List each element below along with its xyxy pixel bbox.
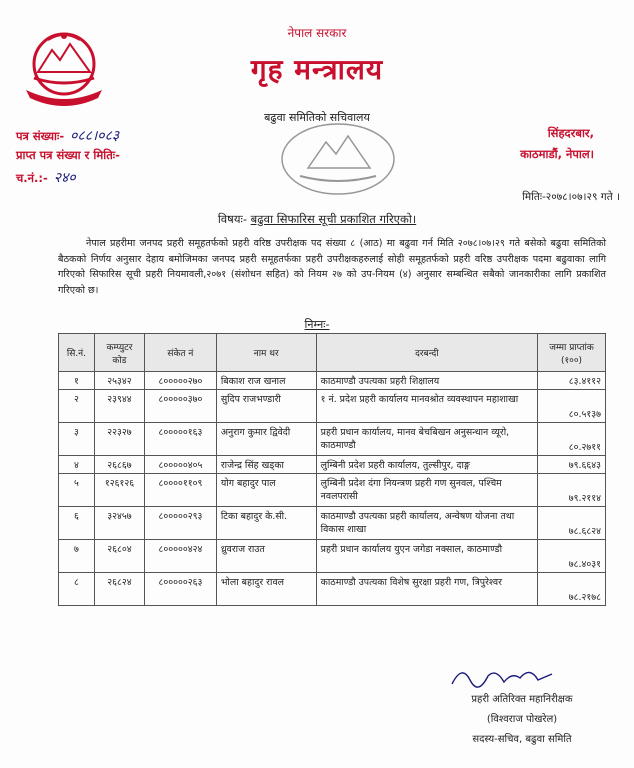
cell-sn: ३ xyxy=(59,423,95,456)
office-stamp xyxy=(278,120,398,198)
cell-sn: २ xyxy=(59,390,95,423)
address-line-1: सिंहदरबार, xyxy=(547,126,594,140)
cell-post: काठमाण्डौ उपत्यका प्रहरी शिक्षालय xyxy=(316,372,537,390)
table-row xyxy=(59,456,606,474)
dispatch-number-value: २४० xyxy=(53,170,76,186)
cell-marks: ८०.२७११ xyxy=(538,423,606,456)
subject-text: बढुवा सिफारिस सूची प्रकाशित गरिएको। xyxy=(250,212,417,226)
letter-number-value: ०८८।०८३ xyxy=(70,128,120,144)
cell-code: २५३४२ xyxy=(94,372,144,390)
signatory-designation: प्रहरी अतिरिक्त महानिरीक्षक xyxy=(471,694,573,705)
cell-post: १ नं. प्रदेश प्रहरी कार्यालय मानवश्रोत व्यवस्थापन महाशाखा xyxy=(316,390,537,423)
dispatch-number-label: च.नं.:- xyxy=(16,171,48,185)
recommendation-table xyxy=(58,333,606,606)
cell-symbol: ८०००००२७० xyxy=(144,372,216,390)
cell-sn: ४ xyxy=(59,456,95,474)
cell-code: २३९४४ xyxy=(94,390,144,423)
signatory-name: (विश्वराज पोखरेल) xyxy=(486,714,558,725)
cell-sn: ८ xyxy=(59,573,95,606)
cell-marks: ७९.२११४ xyxy=(538,474,606,507)
cell-code: २२३२७ xyxy=(94,423,144,456)
cell-code: १२६१२६ xyxy=(94,474,144,507)
government-name: नेपाल सरकार xyxy=(287,26,347,40)
address-line-2: काठमाडौं, नेपाल। xyxy=(520,147,594,161)
cell-name: अनुराग कुमार द्विवेदी xyxy=(216,423,316,456)
header-computer-code: कम्प्युटर कोड xyxy=(94,334,144,372)
cell-marks: ७८.६८२४ xyxy=(538,507,606,540)
cell-symbol: ८०००००४२४ xyxy=(144,540,216,573)
cell-name: सुदिप राजभण्डारी xyxy=(216,390,316,423)
cell-marks: ८०.५१३७ xyxy=(538,390,606,423)
cell-sn: १ xyxy=(59,372,95,390)
section-name: बढुवा समितिको सचिवालय xyxy=(264,111,370,124)
header-sn: सि.नं. xyxy=(59,334,95,372)
cell-marks: ७९.६६४३ xyxy=(538,456,606,474)
header-post: दरबन्दी xyxy=(316,334,537,372)
cell-sn: ७ xyxy=(59,540,95,573)
cell-marks: ७८.२१७८ xyxy=(538,573,606,606)
cell-code: २६८०४ xyxy=(94,540,144,573)
header-name: नाम थर xyxy=(216,334,316,372)
handwritten-signature xyxy=(448,660,558,690)
table-row xyxy=(59,507,606,540)
table-row xyxy=(59,390,606,423)
cell-name: योग बहादुर पाल xyxy=(216,474,316,507)
subject-label: विषयः- xyxy=(217,212,247,226)
cell-code: ३२४५७ xyxy=(94,507,144,540)
signatory-role: सदस्य-सचिव, बढुवा समिति xyxy=(472,734,572,745)
table-row xyxy=(59,573,606,606)
letter-date: मितिः-२०७८।०७।२९ गते । xyxy=(522,191,620,203)
cell-name: बिकाश राज खनाल xyxy=(216,372,316,390)
header-total-marks: जम्मा प्राप्तांक (१००) xyxy=(538,334,606,372)
cell-post: प्रहरी प्रधान कार्यालय युएन जगेडा नक्साल, काठमाण्डौ xyxy=(316,540,537,573)
header-symbol-no: संकेत नं xyxy=(144,334,216,372)
cell-post: लुम्बिनी प्रदेश दंगा नियन्त्रण प्रहरी गण सुनवल, पश्चिम नवलपरासी xyxy=(316,474,537,507)
cell-sn: ६ xyxy=(59,507,95,540)
dispatch-number-row xyxy=(16,168,76,187)
table-row xyxy=(59,474,606,507)
cell-symbol: ८०००००३७० xyxy=(144,390,216,423)
received-letter-row xyxy=(16,147,126,163)
cell-name: टिका बहादुर के.सी. xyxy=(216,507,316,540)
cell-name: राजेन्द्र सिंह खड्का xyxy=(216,456,316,474)
cell-marks: ८३.४११२ xyxy=(538,372,606,390)
cell-post: काठमाण्डौ उपत्यका विशेष सुरक्षा प्रहरी गण, त्रिपुरेश्वर xyxy=(316,573,537,606)
cell-symbol: ८०००००१६३ xyxy=(144,423,216,456)
body-paragraph: नेपाल प्रहरीमा जनपद प्रहरी समूहतर्फको प्रहरी वरिष्ठ उपरीक्षक पद संख्या ८ (आठ) मा बढुवा गर्न मिति २०७८।०७।२९ गते बसेको बढुवा समितिको बैठकको निर्णय अनुसार देहाय बमोजिमका जनपद प्रहरी समूहतर्फका प्रहरी उपरीक्षकहरुलाई सोही समूहतर्फको प्रहरी वरिष्ठ उपरीक्षक पदमा बढुवाका लागि गरिएको सिफारिस सूची प्रहरी नियमावली,२०७१ (संशोधन सहित) को नियम २७ को उप-नियम (४) अनुसार सम्बन्धित सबैको जानकारीका लागि प्रकाशित गरिएको छ। xyxy=(58,238,606,296)
ministry-name: गृह मन्त्रालय xyxy=(250,53,384,86)
cell-post: लुम्बिनी प्रदेश प्रहरी कार्यालय, तुल्सीपुर, दाङ्ग xyxy=(316,456,537,474)
letter-number-row xyxy=(16,126,119,145)
received-letter-label: प्राप्त पत्र संख्या र मितिः- xyxy=(16,148,120,162)
cell-post: प्रहरी प्रधान कार्यालय, मानव बेचबिखन अनुसन्धान व्यूरो, काठमाण्डौ xyxy=(316,423,537,456)
letter-number-label: पत्र संख्याः- xyxy=(16,129,65,143)
cell-symbol: ८०००००२६३ xyxy=(144,573,216,606)
table-header-row xyxy=(59,334,606,372)
subject-line xyxy=(0,212,634,227)
cell-name: ध्रुवराज राउत xyxy=(216,540,316,573)
list-heading: निम्नः- xyxy=(304,318,330,331)
cell-code: २६८२४ xyxy=(94,573,144,606)
signatory-block xyxy=(442,690,602,750)
table-row xyxy=(59,372,606,390)
cell-marks: ७८.४०३१ xyxy=(538,540,606,573)
cell-name: भोला बहादुर रावल xyxy=(216,573,316,606)
cell-post: काठमाण्डौ उपत्यका प्रहरी कार्यालय, अन्वेषण योजना तथा विकास शाखा xyxy=(316,507,537,540)
table-row xyxy=(59,540,606,573)
table-row xyxy=(59,423,606,456)
cell-symbol: ८००००११०९ xyxy=(144,474,216,507)
cell-sn: ५ xyxy=(59,474,95,507)
cell-symbol: ८०००००२९३ xyxy=(144,507,216,540)
cell-symbol: ८०००००४०५ xyxy=(144,456,216,474)
cell-code: २६८६७ xyxy=(94,456,144,474)
